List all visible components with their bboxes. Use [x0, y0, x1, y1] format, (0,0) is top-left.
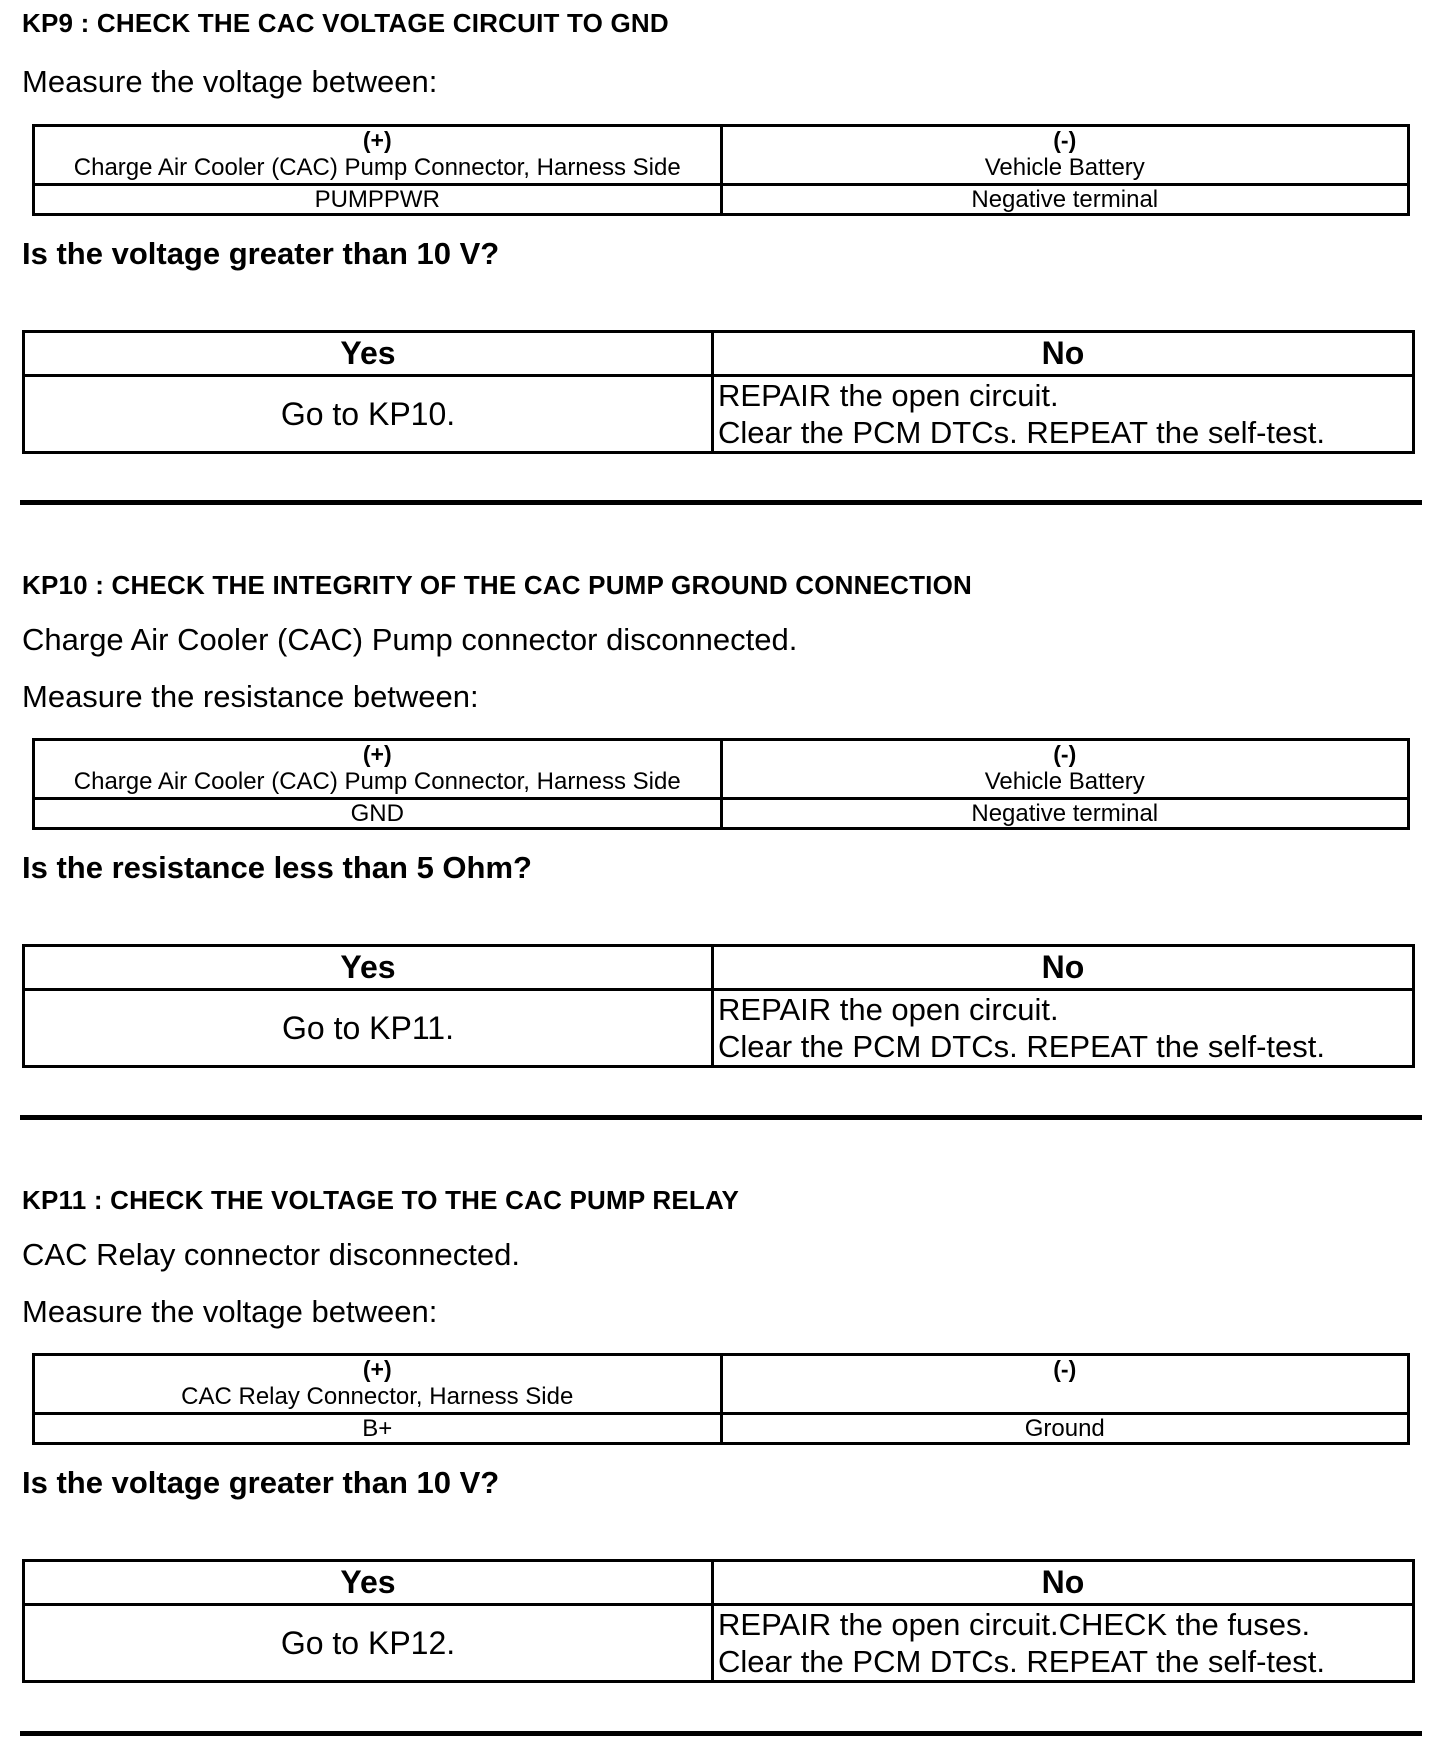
kp10-section [22, 570, 1422, 1090]
kp11-no-line2: Clear the PCM DTCs. REPEAT the self-test. [718, 1644, 1325, 1679]
kp11-title: KP11 : CHECK THE VOLTAGE TO THE CAC PUMP RELAY [22, 1185, 740, 1215]
kp9-negative-value: Negative terminal [721, 185, 1409, 215]
kp11-no-header: No [713, 1561, 1414, 1605]
kp11-yes-header: Yes [24, 1561, 713, 1605]
kp9-negative-header [721, 126, 1409, 185]
kp10-no-line2: Clear the PCM DTCs. REPEAT the self-test. [718, 1029, 1325, 1064]
kp10-measure-table [32, 738, 1410, 830]
kp10-negative-sign: (-) [1053, 741, 1077, 767]
kp9-title: KP9 : CHECK THE CAC VOLTAGE CIRCUIT TO GND [22, 8, 669, 38]
kp9-section [22, 0, 1422, 520]
kp11-negative-header [721, 1355, 1409, 1414]
kp10-positive-sign: (+) [362, 741, 392, 767]
kp10-negative-label: Vehicle Battery [984, 768, 1145, 795]
kp9-negative-sign: (-) [1053, 127, 1077, 153]
kp10-question: Is the resistance less than 5 Ohm? [22, 850, 532, 885]
section-divider [20, 500, 1422, 505]
kp10-negative-value: Negative terminal [721, 799, 1409, 829]
kp11-positive-header [34, 1355, 722, 1414]
kp9-measure-label: Measure the voltage between: [22, 64, 438, 99]
kp10-title: KP10 : CHECK THE INTEGRITY OF THE CAC PUMP GROUND CONNECTION [22, 570, 972, 600]
kp9-no-line1: REPAIR the open circuit. [718, 378, 1059, 413]
kp10-measure-label: Measure the resistance between: [22, 679, 479, 714]
kp9-positive-header [34, 126, 722, 185]
kp10-no-action [713, 990, 1414, 1067]
kp9-question: Is the voltage greater than 10 V? [22, 236, 500, 271]
kp9-answer-table [22, 330, 1415, 454]
kp10-yes-action: Go to KP11. [24, 990, 713, 1067]
kp10-positive-value: GND [34, 799, 722, 829]
section-divider [20, 1115, 1422, 1120]
kp9-measure-table [32, 124, 1410, 216]
kp11-no-action [713, 1605, 1414, 1682]
kp11-measure-table [32, 1353, 1410, 1445]
section-divider [20, 1731, 1422, 1736]
kp11-negative-sign: (-) [1053, 1356, 1077, 1382]
kp9-no-header: No [713, 332, 1414, 376]
kp10-answer-table [22, 944, 1415, 1068]
kp10-negative-header [721, 740, 1409, 799]
kp11-yes-action: Go to KP12. [24, 1605, 713, 1682]
kp11-positive-value: B+ [34, 1414, 722, 1444]
kp11-positive-sign: (+) [362, 1356, 392, 1382]
kp10-condition: Charge Air Cooler (CAC) Pump connector disconnected. [22, 622, 798, 657]
kp10-positive-header [34, 740, 722, 799]
kp10-yes-header: Yes [24, 946, 713, 990]
kp9-positive-value: PUMPPWR [34, 185, 722, 215]
kp9-no-line2: Clear the PCM DTCs. REPEAT the self-test. [718, 415, 1325, 450]
kp11-no-line1: REPAIR the open circuit.CHECK the fuses. [718, 1607, 1311, 1642]
kp9-positive-sign: (+) [362, 127, 392, 153]
kp10-positive-label: Charge Air Cooler (CAC) Pump Connector, Harness Side [73, 768, 681, 795]
kp11-measure-label: Measure the voltage between: [22, 1294, 438, 1329]
kp11-negative-value: Ground [721, 1414, 1409, 1444]
kp9-no-action [713, 376, 1414, 453]
kp10-no-header: No [713, 946, 1414, 990]
kp11-section [22, 1185, 1422, 1705]
kp9-yes-header: Yes [24, 332, 713, 376]
kp11-question: Is the voltage greater than 10 V? [22, 1465, 500, 1500]
kp9-negative-label: Vehicle Battery [984, 154, 1145, 181]
kp11-positive-label: CAC Relay Connector, Harness Side [181, 1383, 574, 1410]
kp9-yes-action: Go to KP10. [24, 376, 713, 453]
kp11-answer-table [22, 1559, 1415, 1683]
kp11-condition: CAC Relay connector disconnected. [22, 1237, 520, 1272]
kp10-no-line1: REPAIR the open circuit. [718, 992, 1059, 1027]
kp9-positive-label: Charge Air Cooler (CAC) Pump Connector, Harness Side [73, 154, 681, 181]
